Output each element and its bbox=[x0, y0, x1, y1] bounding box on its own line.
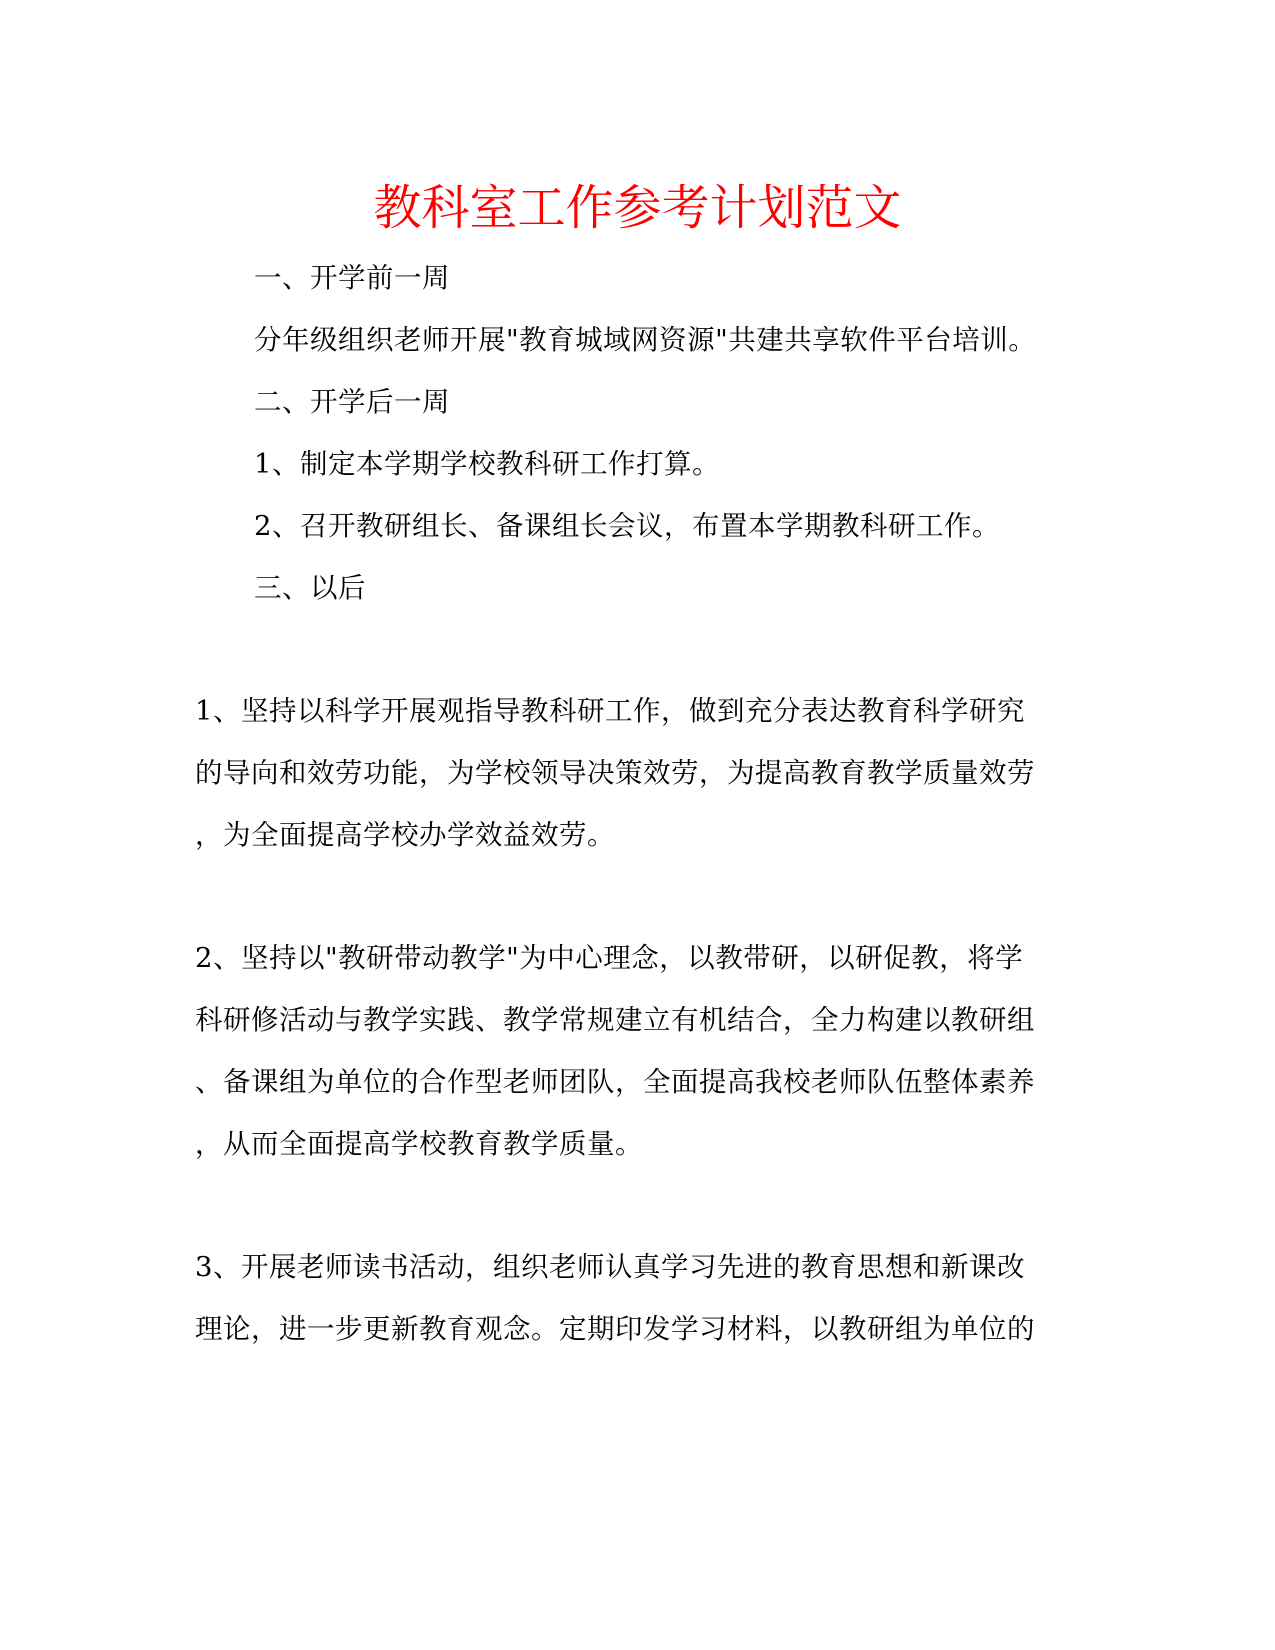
paragraph-line: ，为全面提高学校办学效益效劳。 bbox=[195, 819, 615, 851]
paragraph-line: 2、召开教研组长、备课组长会议，布置本学期教科研工作。 bbox=[254, 510, 1000, 542]
paragraph-line: 理论，进一步更新教育观念。定期印发学习材料，以教研组为单位的 bbox=[195, 1313, 1035, 1345]
paragraph-line: 1、坚持以科学开展观指导教科研工作，做到充分表达教育科学研究 bbox=[195, 695, 1025, 727]
section-heading-2: 二、开学后一周 bbox=[254, 386, 450, 418]
document-title: 教科室工作参考计划范文 bbox=[373, 180, 902, 236]
section-heading-3: 三、以后 bbox=[254, 572, 366, 604]
paragraph-line: 1、制定本学期学校教科研工作打算。 bbox=[254, 448, 720, 480]
paragraph-line: 分年级组织老师开展"教育城域网资源"共建共享软件平台培训。 bbox=[254, 324, 1037, 356]
paragraph-line: 、备课组为单位的合作型老师团队，全面提高我校老师队伍整体素养 bbox=[195, 1066, 1035, 1098]
paragraph-line: 科研修活动与教学实践、教学常规建立有机结合，全力构建以教研组 bbox=[195, 1004, 1035, 1036]
paragraph-line: 2、坚持以"教研带动教学"为中心理念，以教带研，以研促教，将学 bbox=[195, 942, 1024, 974]
paragraph-line: 的导向和效劳功能，为学校领导决策效劳，为提高教育教学质量效劳 bbox=[195, 757, 1035, 789]
paragraph-line: ，从而全面提高学校教育教学质量。 bbox=[195, 1128, 643, 1160]
paragraph-line: 3、开展老师读书活动，组织老师认真学习先进的教育思想和新课改 bbox=[195, 1251, 1025, 1283]
section-heading-1: 一、开学前一周 bbox=[254, 262, 450, 294]
